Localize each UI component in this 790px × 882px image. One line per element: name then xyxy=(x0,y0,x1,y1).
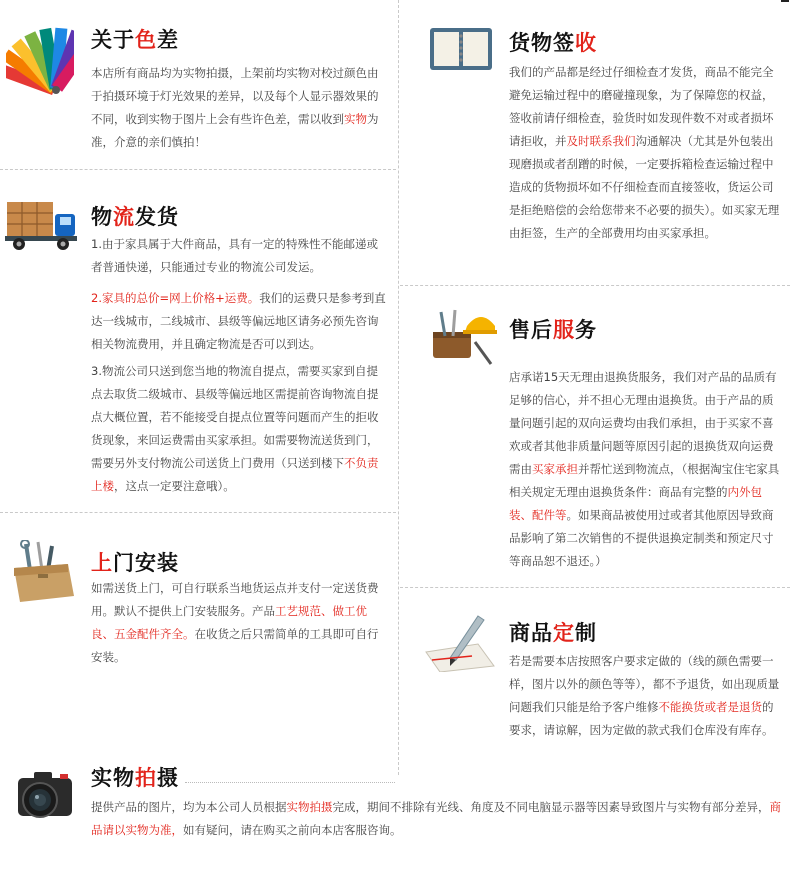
section-title-color-diff: 关于色差 xyxy=(91,28,179,52)
color-swatch-icon xyxy=(6,24,74,104)
divider xyxy=(0,512,396,513)
section-title-custom: 商品定制 xyxy=(509,621,597,645)
section-title-receive: 货物签收 xyxy=(509,31,597,55)
logistics-text-2: 2.家具的总价=网上价格+运费。我们的运费只是参考到直达一线城市，二线城市、县级等偏远地区请务必预先咨询相关物流费用，并且确定物流是否可以到达。 xyxy=(91,291,386,351)
delivery-truck-icon xyxy=(5,196,79,252)
install-text: 如需送货上门，可自行联系当地货运点并支付一定送货费用。默认不提供上门安装服务。产品工艺规范、做工优良、五金配件齐全。在收货之后只需简单的工具即可自行安装。 xyxy=(91,581,379,664)
divider xyxy=(400,285,790,286)
section-title-photo: 实物拍摄 xyxy=(91,766,179,790)
title-underline xyxy=(185,782,395,783)
divider xyxy=(400,587,790,588)
toolbox-icon xyxy=(8,540,80,610)
receive-text: 我们的产品都是经过仔细检查才发货，商品不能完全避免运输过程中的磨碰撞现象，为了保障您的权益，签收前请仔细检查，验货时如发现件数不对或者损坏请拒收，并及时联系我们沟通解决（尤其是外包装出现磨损或者刮蹭的时候，一定要拆箱检查运输过程中造成的货物损坏如不仔细检查而直接签收，货运公司是拒绝赔偿的会给您带来不必要的损失）。如买家无理由拒签，生产的全部费用均由买家承担。 xyxy=(509,65,780,240)
corner-mark xyxy=(781,0,789,2)
logistics-text-1: 1.由于家具属于大件商品，具有一定的特殊性不能邮递或者普通快递，只能通过专业的物流公司发运。 xyxy=(91,237,378,274)
column-divider xyxy=(398,0,399,775)
camera-icon xyxy=(14,764,76,826)
custom-text: 若是需要本店按照客户要求定做的（线的颜色需要一样，图片以外的颜色等等），都不予退货，如出现质量问题我们只能是给予客户维修不能换货或者是退货的要求，请谅解，因为定做的款式我们仓库没有库存。 xyxy=(509,654,780,737)
section-title-install: 上门安装 xyxy=(91,551,179,575)
section-title-aftersale: 售后服务 xyxy=(509,318,597,342)
logistics-text-3: 3.物流公司只送到您当地的物流自提点，需要买家到自提点去取货二级城市、县级等偏远地区需提前咨询物流自提点大概位置，若不能接受自提点位置等问题而产生的拒收货现象，来回运费需由买家承担。如需要物流送货到门，需要另外支付物流公司送货上门费用（只送到楼下不负责上楼，这点一定要注意哦）。 xyxy=(91,364,379,493)
aftersale-text: 店承诺15天无理由退换货服务，我们对产品的品质有足够的信心，并不担心无理由退换货。由于产品的质量问题引起的双向运费均由我们承担，由于买家不喜欢或者其他非质量问题等原因引起的退换货双向运费需由买家承担并帮忙送到物流点，（根据淘宝住宅家具相关规定无理由退换货条件：商品有完整的内外包装、配件等。如果商品被使用过或者其他原因导致商品影响了第二次销售的不提供退换定制类和预定尺寸等商品恕不退还。） xyxy=(509,370,780,568)
color-diff-text: 本店所有商品均为实物拍摄，上架前均实物对校过颜色由于拍摄环境于灯光效果的差异，以及每个人显示器效果的不同，收到实物于图片上会有些许色差，需以收到实物为准，介意的亲们慎拍！ xyxy=(91,66,379,149)
hardhat-tools-icon xyxy=(425,306,499,368)
notebook-icon xyxy=(428,24,494,74)
pen-paper-icon xyxy=(422,614,498,672)
section-title-logistics: 物流发货 xyxy=(91,205,179,229)
photo-text: 提供产品的图片，均为本公司人员根据实物拍摄完成，期间不排除有光线、角度及不同电脑显示器等因素导致图片与实物有部分差异，商品请以实物为准，如有疑问，请在购买之前向本店客服咨询。 xyxy=(91,800,781,837)
divider xyxy=(0,169,396,170)
